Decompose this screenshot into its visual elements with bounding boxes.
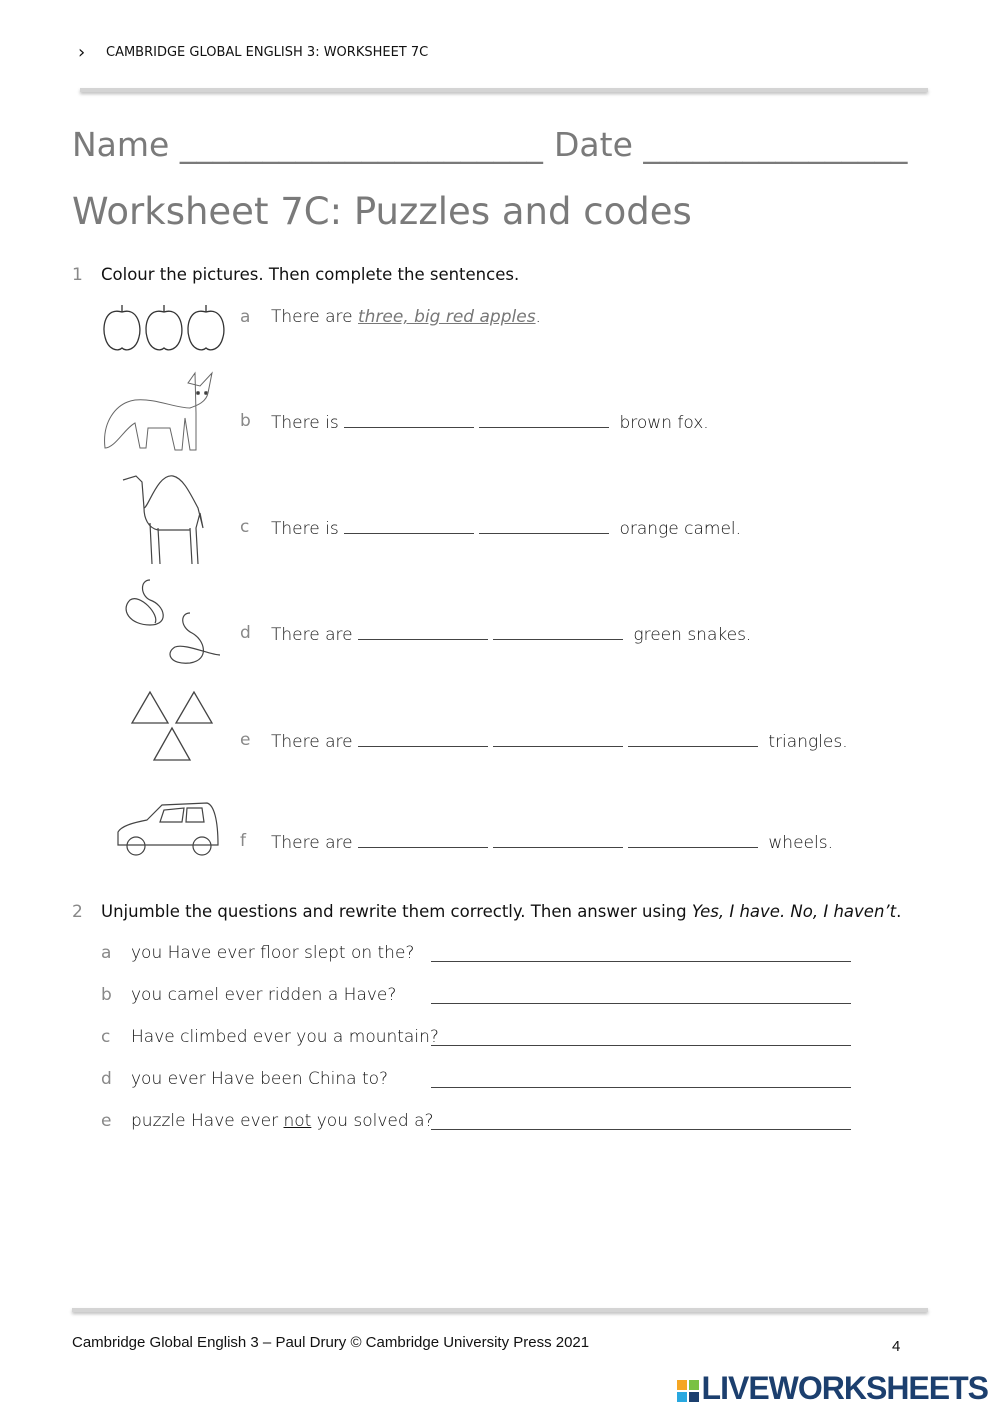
sentence-suffix: green snakes. <box>628 625 752 645</box>
liveworksheets-logo <box>677 1370 988 1407</box>
answer-line[interactable] <box>431 1113 851 1130</box>
sentence-prefix: There is <box>271 519 345 539</box>
sentence-e <box>271 730 848 752</box>
page-title: Worksheet 7C: Puzzles and codes <box>72 190 692 233</box>
answer-blank[interactable] <box>628 730 758 747</box>
page-number: 4 <box>892 1338 901 1355</box>
question-number: 1 <box>72 265 83 285</box>
jumbled-question-c <box>131 1027 439 1047</box>
name-field[interactable]: Name ______________________ <box>72 125 543 164</box>
header-title: CAMBRIDGE GLOBAL ENGLISH 3: WORKSHEET 7C <box>106 45 429 60</box>
example-answer: three, big red apples <box>358 307 536 327</box>
answer-blank[interactable] <box>493 623 623 640</box>
jumbled-question-e <box>131 1111 434 1131</box>
triangles-picture <box>128 690 218 765</box>
logo-icon <box>677 1380 699 1402</box>
question-text: puzzle Have ever <box>131 1111 284 1131</box>
answer-blank[interactable] <box>358 623 488 640</box>
answer-blank[interactable] <box>493 831 623 848</box>
question-number: 2 <box>72 902 83 922</box>
sentence-a <box>271 307 541 327</box>
answer-blank[interactable] <box>344 411 474 428</box>
question-text: Have climbed ever you a mountain? <box>131 1027 439 1047</box>
footer-credit: Cambridge Global English 3 – Paul Drury © Cambridge University Press 2021 <box>72 1334 590 1351</box>
answer-blank[interactable] <box>358 831 488 848</box>
answer-line[interactable] <box>431 987 851 1004</box>
item-letter: c <box>101 1027 111 1047</box>
item-letter: a <box>240 307 251 327</box>
answer-line[interactable] <box>431 1071 851 1088</box>
question-instruction: Unjumble the questions and rewrite them correctly. Then answer using Yes, I have. No, I haven’t. <box>101 902 902 921</box>
item-letter: b <box>101 985 112 1005</box>
fox-picture <box>100 368 220 454</box>
answer-line[interactable] <box>431 1029 851 1046</box>
sentence-prefix: There are <box>271 625 358 645</box>
footer-divider <box>72 1308 928 1312</box>
sentence-prefix: There are <box>271 833 358 853</box>
header-divider <box>80 88 928 92</box>
logo-text: LIVEWORKSHEETS <box>701 1370 988 1406</box>
sentence-suffix: triangles. <box>763 732 848 752</box>
sentence-prefix: There are <box>271 307 358 327</box>
sentence-d <box>271 623 751 645</box>
answer-blank[interactable] <box>479 411 609 428</box>
item-letter: d <box>101 1069 112 1089</box>
date-field[interactable]: Date ________________ <box>554 125 908 164</box>
jumbled-question-b <box>131 985 396 1005</box>
answer-blank[interactable] <box>493 730 623 747</box>
camel-picture <box>118 468 213 568</box>
sentence-prefix: There are <box>271 732 358 752</box>
sentence-c <box>271 517 741 539</box>
sentence-f <box>271 831 833 853</box>
item-letter: c <box>240 517 250 537</box>
instruction-text: Unjumble the questions and rewrite them correctly. Then answer using <box>101 902 692 921</box>
question-text: you camel ever ridden a Have? <box>131 985 397 1005</box>
jumbled-question-d <box>131 1069 388 1089</box>
answer-line[interactable] <box>431 945 851 962</box>
sentence-suffix: . <box>535 307 541 327</box>
answer-blank[interactable] <box>358 730 488 747</box>
snakes-picture <box>120 575 225 670</box>
answer-blank[interactable] <box>628 831 758 848</box>
question-text: you ever Have been China to? <box>131 1069 389 1089</box>
item-letter: d <box>240 623 251 643</box>
question-instruction: Colour the pictures. Then complete the sentences. <box>101 265 520 284</box>
item-letter: e <box>101 1111 112 1131</box>
answer-blank[interactable] <box>344 517 474 534</box>
item-letter: b <box>240 411 251 431</box>
apples-picture <box>100 302 230 354</box>
underlined-word: not <box>283 1111 312 1131</box>
chevron-right-icon: › <box>78 42 86 63</box>
item-letter: f <box>240 831 246 851</box>
sentence-suffix: wheels. <box>763 833 833 853</box>
sentence-b <box>271 411 709 433</box>
item-letter: e <box>240 730 251 750</box>
question-text: you solved a? <box>311 1111 434 1131</box>
sentence-suffix: orange camel. <box>614 519 742 539</box>
item-letter: a <box>101 943 112 963</box>
sentence-suffix: brown fox. <box>614 413 709 433</box>
instruction-italic: Yes, I have. No, I haven’t <box>691 902 897 921</box>
question-text: you Have ever floor slept on the? <box>131 943 415 963</box>
car-picture <box>112 800 224 860</box>
jumbled-question-a <box>131 943 414 963</box>
sentence-prefix: There is <box>271 413 345 433</box>
answer-blank[interactable] <box>479 517 609 534</box>
